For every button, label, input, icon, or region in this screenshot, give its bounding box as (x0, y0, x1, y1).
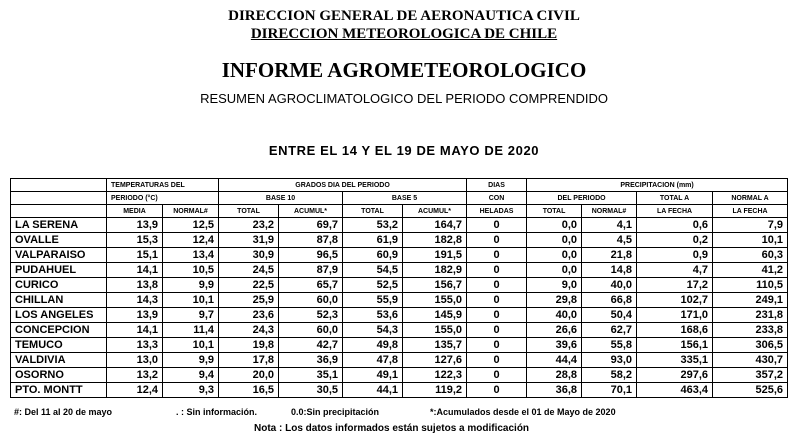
cell-b10-total: 31,9 (219, 233, 279, 248)
header-b5-acumul: ACUMUL* (403, 205, 467, 218)
header-cell (11, 192, 107, 205)
cell-normal: 10,1 (163, 293, 219, 308)
footnote-no-precip: 0.0:Sin precipitación (291, 407, 380, 417)
cell-total-fecha: 463,4 (637, 383, 713, 398)
cell-p-normal: 40,0 (582, 278, 637, 293)
cell-normal-fecha: 110,5 (713, 278, 788, 293)
header-line-2: DIRECCION METEOROLOGICA DE CHILE (250, 26, 558, 42)
table-row (11, 263, 788, 278)
cell-normal-fecha: 41,2 (713, 263, 788, 278)
cell-b5-total: 52,5 (343, 278, 403, 293)
table-row (11, 338, 788, 353)
cell-normal-fecha: 306,5 (713, 338, 788, 353)
header-cell (11, 205, 107, 218)
table-header (11, 179, 788, 218)
cell-heladas: 0 (467, 263, 527, 278)
cell-normal-fecha: 60,3 (713, 248, 788, 263)
header-b10-acumul: ACUMUL* (279, 205, 343, 218)
disclaimer-note: Nota : Los datos informados están sujetos a modificación (254, 423, 530, 434)
cell-p-total: 0,0 (527, 263, 582, 278)
table-row (11, 368, 788, 383)
cell-station: VALDIVIA (11, 353, 107, 368)
cell-total-fecha: 156,1 (637, 338, 713, 353)
cell-station: CONCEPCION (11, 323, 107, 338)
cell-station: OSORNO (11, 368, 107, 383)
header-grados-dia: GRADOS DIA DEL PERIODO (219, 179, 467, 192)
cell-heladas: 0 (467, 383, 527, 398)
cell-normal: 12,4 (163, 233, 219, 248)
cell-total-fecha: 297,6 (637, 368, 713, 383)
table-row (11, 218, 788, 233)
cell-p-normal: 50,4 (582, 308, 637, 323)
cell-media: 13,9 (107, 218, 163, 233)
cell-b10-acumul: 60,0 (279, 293, 343, 308)
cell-heladas: 0 (467, 368, 527, 383)
cell-p-total: 0,0 (527, 218, 582, 233)
cell-normal-fecha: 430,7 (713, 353, 788, 368)
header-temp-top: TEMPERATURAS DEL (107, 179, 219, 192)
cell-heladas: 0 (467, 323, 527, 338)
cell-p-normal: 70,1 (582, 383, 637, 398)
cell-normal: 9,3 (163, 383, 219, 398)
cell-total-fecha: 0,2 (637, 233, 713, 248)
cell-b10-total: 30,9 (219, 248, 279, 263)
cell-station: LA SERENA (11, 218, 107, 233)
cell-p-total: 26,6 (527, 323, 582, 338)
cell-b5-acumul: 155,0 (403, 323, 467, 338)
table-row (11, 353, 788, 368)
cell-heladas: 0 (467, 278, 527, 293)
cell-normal: 12,5 (163, 218, 219, 233)
cell-normal-fecha: 525,6 (713, 383, 788, 398)
header-temp-mid: PERIODO (°C) (107, 192, 219, 205)
cell-b10-total: 19,8 (219, 338, 279, 353)
footnote-no-info: . : Sin información. (176, 407, 258, 417)
cell-p-total: 36,8 (527, 383, 582, 398)
cell-b5-acumul: 164,7 (403, 218, 467, 233)
cell-heladas: 0 (467, 293, 527, 308)
cell-media: 14,1 (107, 263, 163, 278)
cell-station: TEMUCO (11, 338, 107, 353)
cell-heladas: 0 (467, 338, 527, 353)
cell-b5-acumul: 145,9 (403, 308, 467, 323)
header-heladas: HELADAS (467, 205, 527, 218)
cell-p-normal: 55,8 (582, 338, 637, 353)
cell-b5-total: 60,9 (343, 248, 403, 263)
cell-normal: 9,7 (163, 308, 219, 323)
cell-normal: 11,4 (163, 323, 219, 338)
cell-p-normal: 93,0 (582, 353, 637, 368)
cell-b5-acumul: 156,7 (403, 278, 467, 293)
header-del-periodo: DEL PERIODO (527, 192, 637, 205)
cell-b5-total: 61,9 (343, 233, 403, 248)
cell-b10-total: 17,8 (219, 353, 279, 368)
cell-b10-total: 20,0 (219, 368, 279, 383)
cell-total-fecha: 335,1 (637, 353, 713, 368)
cell-total-fecha: 4,7 (637, 263, 713, 278)
cell-p-normal: 21,8 (582, 248, 637, 263)
cell-station: VALPARAISO (11, 248, 107, 263)
cell-heladas: 0 (467, 353, 527, 368)
cell-b5-total: 53,6 (343, 308, 403, 323)
cell-p-total: 39,6 (527, 338, 582, 353)
cell-p-normal: 58,2 (582, 368, 637, 383)
cell-total-fecha: 171,0 (637, 308, 713, 323)
header-la-fecha-normal: LA FECHA (713, 205, 788, 218)
cell-b5-acumul: 122,3 (403, 368, 467, 383)
cell-b5-total: 54,5 (343, 263, 403, 278)
cell-p-normal: 62,7 (582, 323, 637, 338)
cell-b10-acumul: 36,9 (279, 353, 343, 368)
report-title: INFORME AGROMETEOROLOGICO (221, 58, 587, 82)
cell-normal: 10,1 (163, 338, 219, 353)
cell-station: OVALLE (11, 233, 107, 248)
cell-total-fecha: 0,6 (637, 218, 713, 233)
header-normal-a: NORMAL A (713, 192, 788, 205)
cell-media: 13,3 (107, 338, 163, 353)
table-row (11, 248, 788, 263)
cell-p-total: 29,8 (527, 293, 582, 308)
header-base10: BASE 10 (219, 192, 343, 205)
cell-b10-total: 24,3 (219, 323, 279, 338)
cell-b5-acumul: 182,8 (403, 233, 467, 248)
cell-b5-acumul: 155,0 (403, 293, 467, 308)
agro-table (10, 178, 788, 398)
cell-media: 13,8 (107, 278, 163, 293)
cell-heladas: 0 (467, 233, 527, 248)
header-normal: NORMAL# (163, 205, 219, 218)
cell-b10-total: 22,5 (219, 278, 279, 293)
cell-media: 14,3 (107, 293, 163, 308)
cell-station: PUDAHUEL (11, 263, 107, 278)
table-row (11, 308, 788, 323)
cell-b5-total: 44,1 (343, 383, 403, 398)
cell-b5-acumul: 135,7 (403, 338, 467, 353)
cell-media: 13,2 (107, 368, 163, 383)
cell-normal-fecha: 357,2 (713, 368, 788, 383)
cell-station: LOS ANGELES (11, 308, 107, 323)
cell-media: 13,0 (107, 353, 163, 368)
header-b10-total: TOTAL (219, 205, 279, 218)
cell-normal: 9,9 (163, 353, 219, 368)
footnote-accumulated: *:Acumulados desde el 01 de Mayo de 2020 (430, 407, 616, 417)
cell-p-total: 0,0 (527, 248, 582, 263)
header-p-normal: NORMAL# (582, 205, 637, 218)
footnote-normal-period: #: Del 11 al 20 de mayo (14, 407, 113, 417)
cell-normal-fecha: 10,1 (713, 233, 788, 248)
header-p-total: TOTAL (527, 205, 582, 218)
cell-b10-acumul: 30,5 (279, 383, 343, 398)
header-line-1: DIRECCION GENERAL DE AERONAUTICA CIVIL (228, 8, 580, 24)
cell-total-fecha: 17,2 (637, 278, 713, 293)
cell-b10-acumul: 42,7 (279, 338, 343, 353)
cell-b5-total: 55,9 (343, 293, 403, 308)
header-media: MEDIA (107, 205, 163, 218)
header-con: CON (467, 192, 527, 205)
cell-normal-fecha: 249,1 (713, 293, 788, 308)
cell-b5-total: 53,2 (343, 218, 403, 233)
table-body (11, 218, 788, 398)
cell-b10-total: 25,9 (219, 293, 279, 308)
header-total-a: TOTAL A (637, 192, 713, 205)
report-subtitle: RESUMEN AGROCLIMATOLOGICO DEL PERIODO COMPRENDIDO (200, 91, 608, 106)
cell-normal: 10,5 (163, 263, 219, 278)
cell-b5-total: 47,8 (343, 353, 403, 368)
cell-p-normal: 14,8 (582, 263, 637, 278)
cell-b5-acumul: 127,6 (403, 353, 467, 368)
cell-b5-acumul: 119,2 (403, 383, 467, 398)
cell-b5-total: 54,3 (343, 323, 403, 338)
cell-b5-total: 49,8 (343, 338, 403, 353)
table-row (11, 278, 788, 293)
table-row (11, 233, 788, 248)
cell-p-total: 28,8 (527, 368, 582, 383)
cell-normal-fecha: 233,8 (713, 323, 788, 338)
cell-b10-total: 23,6 (219, 308, 279, 323)
cell-normal-fecha: 231,8 (713, 308, 788, 323)
cell-b10-acumul: 52,3 (279, 308, 343, 323)
cell-b10-acumul: 35,1 (279, 368, 343, 383)
header-la-fecha: LA FECHA (637, 205, 713, 218)
cell-b10-acumul: 87,9 (279, 263, 343, 278)
cell-p-total: 9,0 (527, 278, 582, 293)
cell-heladas: 0 (467, 248, 527, 263)
header-precipitacion: PRECIPITACION (mm) (527, 179, 788, 192)
cell-b10-total: 23,2 (219, 218, 279, 233)
cell-station: CHILLAN (11, 293, 107, 308)
cell-media: 15,3 (107, 233, 163, 248)
header-dias: DIAS (467, 179, 527, 192)
cell-normal: 9,9 (163, 278, 219, 293)
cell-station: CURICO (11, 278, 107, 293)
cell-p-normal: 4,1 (582, 218, 637, 233)
header-b5-total: TOTAL (343, 205, 403, 218)
cell-b5-total: 49,1 (343, 368, 403, 383)
cell-b10-total: 24,5 (219, 263, 279, 278)
cell-b10-acumul: 69,7 (279, 218, 343, 233)
cell-b10-acumul: 87,8 (279, 233, 343, 248)
cell-media: 13,9 (107, 308, 163, 323)
cell-p-total: 0,0 (527, 233, 582, 248)
table-row (11, 383, 788, 398)
table-row (11, 323, 788, 338)
cell-b10-total: 16,5 (219, 383, 279, 398)
cell-p-normal: 66,8 (582, 293, 637, 308)
cell-station: PTO. MONTT (11, 383, 107, 398)
cell-p-total: 40,0 (527, 308, 582, 323)
cell-p-total: 44,4 (527, 353, 582, 368)
cell-media: 15,1 (107, 248, 163, 263)
cell-normal-fecha: 7,9 (713, 218, 788, 233)
cell-media: 14,1 (107, 323, 163, 338)
cell-normal: 13,4 (163, 248, 219, 263)
cell-b5-acumul: 182,9 (403, 263, 467, 278)
cell-b5-acumul: 191,5 (403, 248, 467, 263)
report-period: ENTRE EL 14 Y EL 19 DE MAYO DE 2020 (268, 143, 540, 158)
cell-b10-acumul: 96,5 (279, 248, 343, 263)
cell-normal: 9,4 (163, 368, 219, 383)
cell-heladas: 0 (467, 308, 527, 323)
cell-p-normal: 4,5 (582, 233, 637, 248)
cell-heladas: 0 (467, 218, 527, 233)
cell-media: 12,4 (107, 383, 163, 398)
cell-total-fecha: 168,6 (637, 323, 713, 338)
header-cell (11, 179, 107, 192)
header-base5: BASE 5 (343, 192, 467, 205)
table-row (11, 293, 788, 308)
cell-b10-acumul: 60,0 (279, 323, 343, 338)
cell-b10-acumul: 65,7 (279, 278, 343, 293)
cell-total-fecha: 0,9 (637, 248, 713, 263)
cell-total-fecha: 102,7 (637, 293, 713, 308)
